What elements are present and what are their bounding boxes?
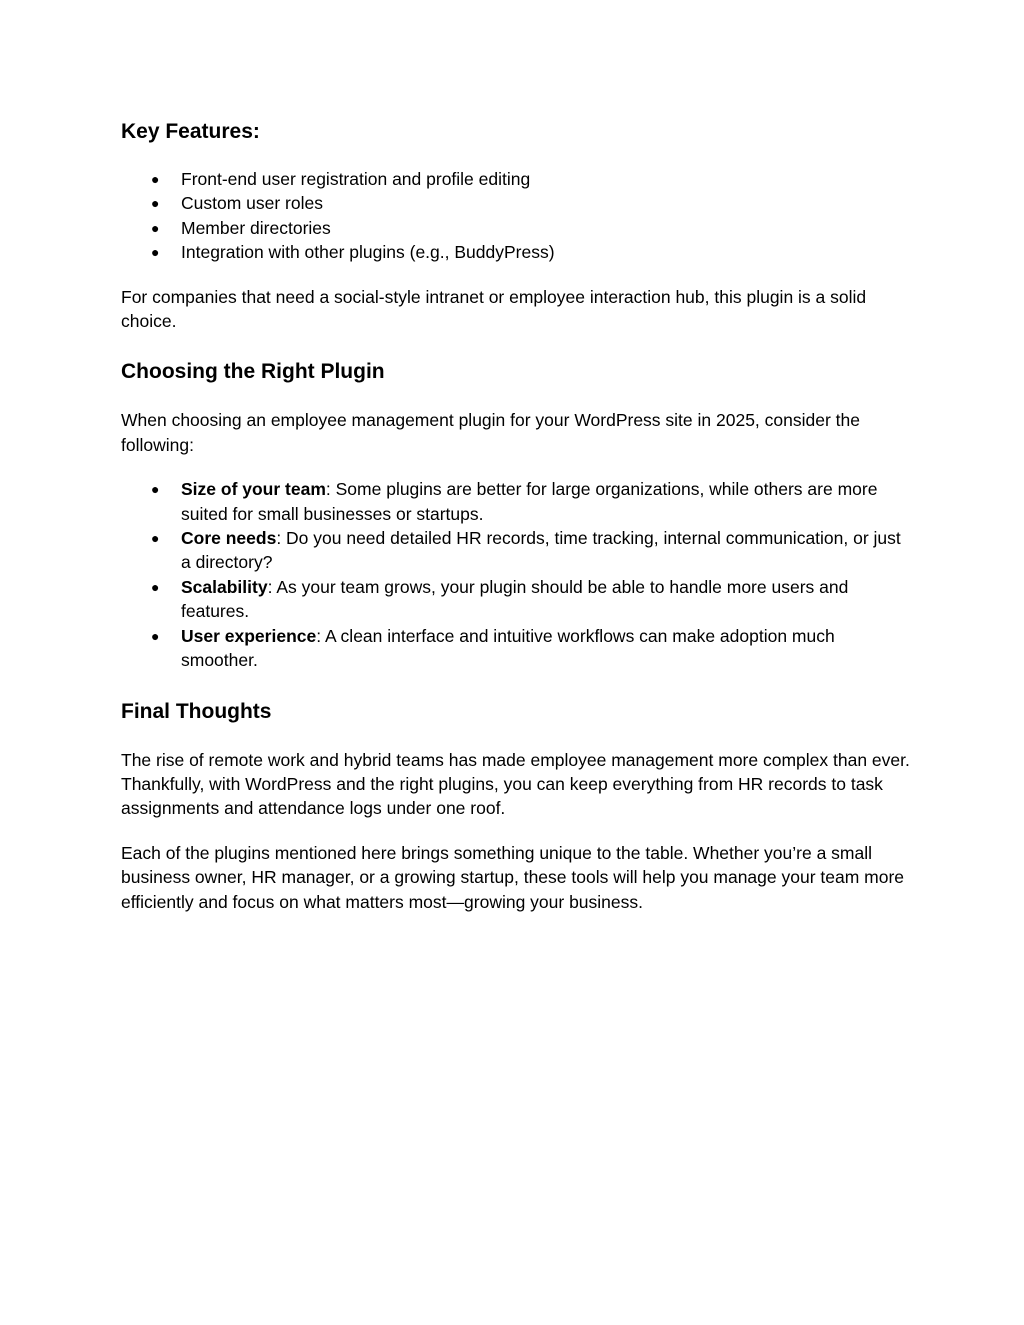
key-features-list	[121, 167, 911, 265]
criteria-term: User experience	[181, 625, 317, 646]
list-item	[121, 167, 911, 191]
bullet-icon: ●	[151, 627, 160, 644]
bullet-icon: ●	[151, 244, 160, 261]
criteria-term: Size of your team	[181, 479, 326, 500]
list-item	[121, 624, 911, 673]
bullet-icon: ●	[151, 481, 160, 498]
heading-choosing-plugin: Choosing the Right Plugin	[121, 360, 385, 384]
document-page	[121, 118, 911, 914]
list-item	[121, 216, 911, 240]
bullet-icon: ●	[151, 578, 160, 595]
heading-key-features: Key Features:	[121, 120, 260, 143]
criteria-term: Scalability	[181, 576, 268, 597]
criteria-text: : A clean interface and intuitive workflows can make adoption much smoother.	[181, 625, 835, 671]
criteria-text: : Some plugins are better for large organizations, while others are more suited for small businesses or startups.	[181, 479, 878, 524]
bullet-icon: ●	[151, 195, 160, 212]
paragraph-final-1: The rise of remote work and hybrid teams has made employee management more complex than ever. Thankfully, with WordPress and the right plugins, you can keep everything from HR records to task assignments and attendance logs under one roof.	[121, 749, 910, 819]
list-item	[121, 526, 911, 575]
bullet-icon: ●	[151, 171, 160, 187]
list-item-text: Integration with other plugins (e.g., BuddyPress)	[181, 242, 555, 263]
list-item-text: Member directories	[181, 217, 331, 238]
criteria-text: : As your team grows, your plugin should be able to handle more users and features.	[181, 576, 849, 622]
list-item	[121, 575, 911, 624]
list-item-text: Front-end user registration and profile editing	[181, 169, 531, 189]
list-item	[121, 191, 911, 215]
paragraph-final-2: Each of the plugins mentioned here brings something unique to the table. Whether you’re a small business owner, HR manager, or a growing startup, these tools will help you manage your team more efficiently and focus on what matters most—growing your business.	[121, 842, 905, 912]
heading-final-thoughts: Final Thoughts	[121, 699, 272, 723]
criteria-text: : Do you need detailed HR records, time tracking, internal communication, or just a directory?	[181, 528, 901, 573]
paragraph-social-intranet: For companies that need a social-style intranet or employee interaction hub, this plugin is a solid choice.	[121, 286, 867, 332]
criteria-list	[121, 477, 911, 672]
list-item-text: Custom user roles	[181, 193, 323, 214]
criteria-term: Core needs	[181, 528, 277, 549]
bullet-icon: ●	[151, 530, 160, 547]
paragraph-choosing-intro: When choosing an employee management plugin for your WordPress site in 2025, consider the following:	[121, 410, 860, 455]
bullet-icon: ●	[151, 219, 160, 236]
list-item	[121, 477, 911, 526]
list-item	[121, 240, 911, 264]
